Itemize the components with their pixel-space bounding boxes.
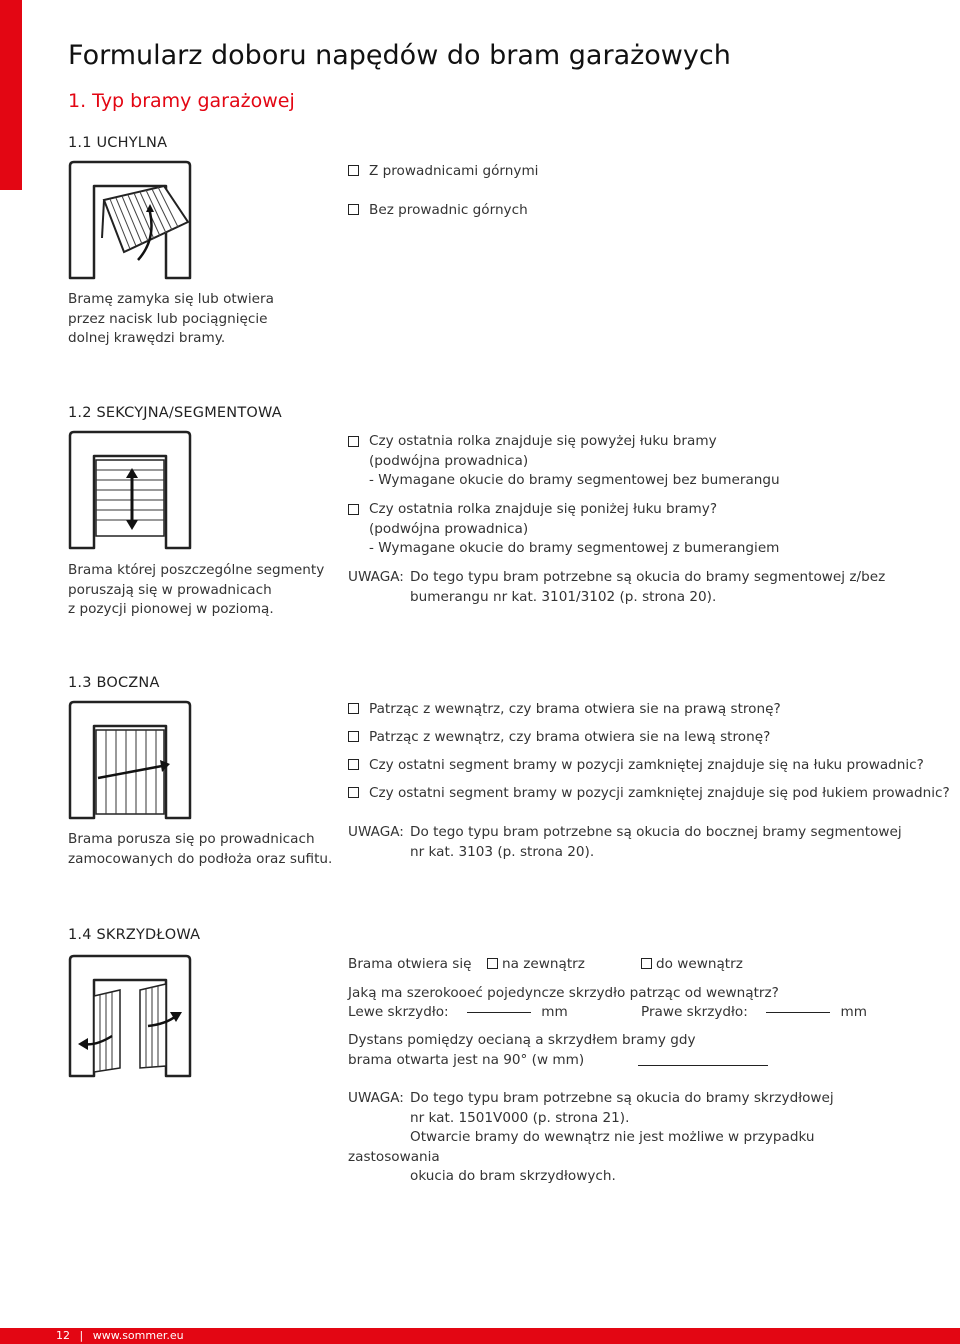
checkbox[interactable] bbox=[348, 703, 359, 714]
section-title: 1. Typ bramy garażowej bbox=[68, 90, 295, 112]
left-leaf-row: Lewe skrzydło: mm bbox=[348, 1004, 568, 1020]
right-leaf-input[interactable] bbox=[766, 1011, 830, 1013]
checkbox[interactable] bbox=[348, 165, 359, 176]
side-door-illustration bbox=[66, 700, 194, 822]
width-question: Jaką ma szerokooeć pojedyncze skrzydło patrząc od wewnątrz? bbox=[348, 985, 779, 1001]
checkbox[interactable] bbox=[348, 731, 359, 742]
checkbox[interactable] bbox=[348, 504, 359, 515]
option-rolka-ponizej[interactable]: Czy ostatnia rolka znajduje się poniżej łuku bramy? (podwójna prowadnica) - Wymagane okucie do bramy segmentowej z bumerangiem bbox=[348, 500, 779, 559]
checkbox[interactable] bbox=[348, 204, 359, 215]
distance-label: Dystans pomiędzy oecianą a skrzydłem bramy gdy brama otwarta jest na 90° (w mm) bbox=[348, 1032, 696, 1068]
website-link[interactable]: www.sommer.eu bbox=[92, 1329, 184, 1342]
red-side-bar bbox=[0, 0, 22, 190]
page-number: 12 bbox=[56, 1329, 70, 1342]
swing-door-illustration bbox=[66, 954, 194, 1080]
footer-divider: | bbox=[79, 1329, 84, 1342]
option-pod-lukiem[interactable]: Czy ostatni segment bramy w pozycji zamkniętej znajduje się pod łukiem prowadnic? bbox=[348, 784, 950, 804]
uchylna-description: Bramę zamyka się lub otwiera przez nacisk lub pociągnięcie dolnej krawędzi bramy. bbox=[68, 291, 274, 346]
footer bbox=[56, 1329, 184, 1342]
heading-uchylna: 1.1 UCHYLNA bbox=[68, 135, 168, 151]
heading-skrzydlowa: 1.4 SKRZYDŁOWA bbox=[68, 927, 201, 943]
opens-label: Brama otwiera się bbox=[348, 956, 472, 972]
sekcyjna-description: Brama której poszczególne segmenty poruszają się w prowadnicach z pozycji pionowej w poziomą. bbox=[68, 562, 325, 617]
distance-input[interactable] bbox=[638, 1065, 768, 1066]
option-prawa-strona[interactable]: Patrząc z wewnątrz, czy brama otwiera sie na prawą stronę? bbox=[348, 700, 781, 720]
option-rolka-powyzej[interactable]: Czy ostatnia rolka znajduje się powyżej łuku bramy (podwójna prowadnica) - Wymagane okucie do bramy segmentowej bez bumerangu bbox=[348, 432, 780, 491]
checkbox[interactable] bbox=[348, 759, 359, 770]
checkbox[interactable] bbox=[487, 958, 498, 969]
option-bez-prowadnic[interactable]: Bez prowadnic górnych bbox=[348, 201, 528, 221]
boczna-description: Brama porusza się po prowadnicach zamocowanych do podłoża oraz sufitu. bbox=[68, 831, 333, 867]
sekcyjna-note: UWAGA: Do tego typu bram potrzebne są okucia do bramy segmentowej z/bez bumerangu nr kat. 3101/3102 (p. strona 20). bbox=[348, 569, 886, 605]
right-leaf-row: Prawe skrzydło: mm bbox=[641, 1004, 867, 1020]
page-title: Formularz doboru napędów do bram garażowych bbox=[68, 40, 731, 71]
skrzydlowa-note: UWAGA: Do tego typu bram potrzebne są okucia do bramy skrzydłowej nr kat. 1501V000 (p. strona 21). Otwarcie bramy do wewnątrz nie jest możliwe w przypadku zastosowania okucia do bram skrzydłowych. bbox=[348, 1090, 834, 1184]
sectional-door-illustration bbox=[66, 430, 194, 552]
option-na-zewnatrz[interactable]: na zewnątrz bbox=[487, 955, 585, 975]
opens-row bbox=[348, 955, 472, 975]
option-lewa-strona[interactable]: Patrząc z wewnątrz, czy brama otwiera sie na lewą stronę? bbox=[348, 728, 770, 748]
boczna-note: UWAGA: Do tego typu bram potrzebne są okucia do bocznej bramy segmentowej nr kat. 3103 (p. strona 20). bbox=[348, 824, 902, 860]
checkbox[interactable] bbox=[348, 787, 359, 798]
option-do-wewnatrz[interactable]: do wewnątrz bbox=[641, 955, 743, 975]
checkbox[interactable] bbox=[348, 436, 359, 447]
heading-boczna: 1.3 BOCZNA bbox=[68, 675, 160, 691]
checkbox[interactable] bbox=[641, 958, 652, 969]
left-leaf-input[interactable] bbox=[467, 1011, 531, 1013]
tilt-door-illustration bbox=[66, 160, 194, 282]
heading-sekcyjna: 1.2 SEKCYJNA/SEGMENTOWA bbox=[68, 405, 282, 421]
option-na-luku[interactable]: Czy ostatni segment bramy w pozycji zamkniętej znajduje się na łuku prowadnic? bbox=[348, 756, 924, 776]
option-z-prowadnicami[interactable]: Z prowadnicami górnymi bbox=[348, 162, 538, 182]
